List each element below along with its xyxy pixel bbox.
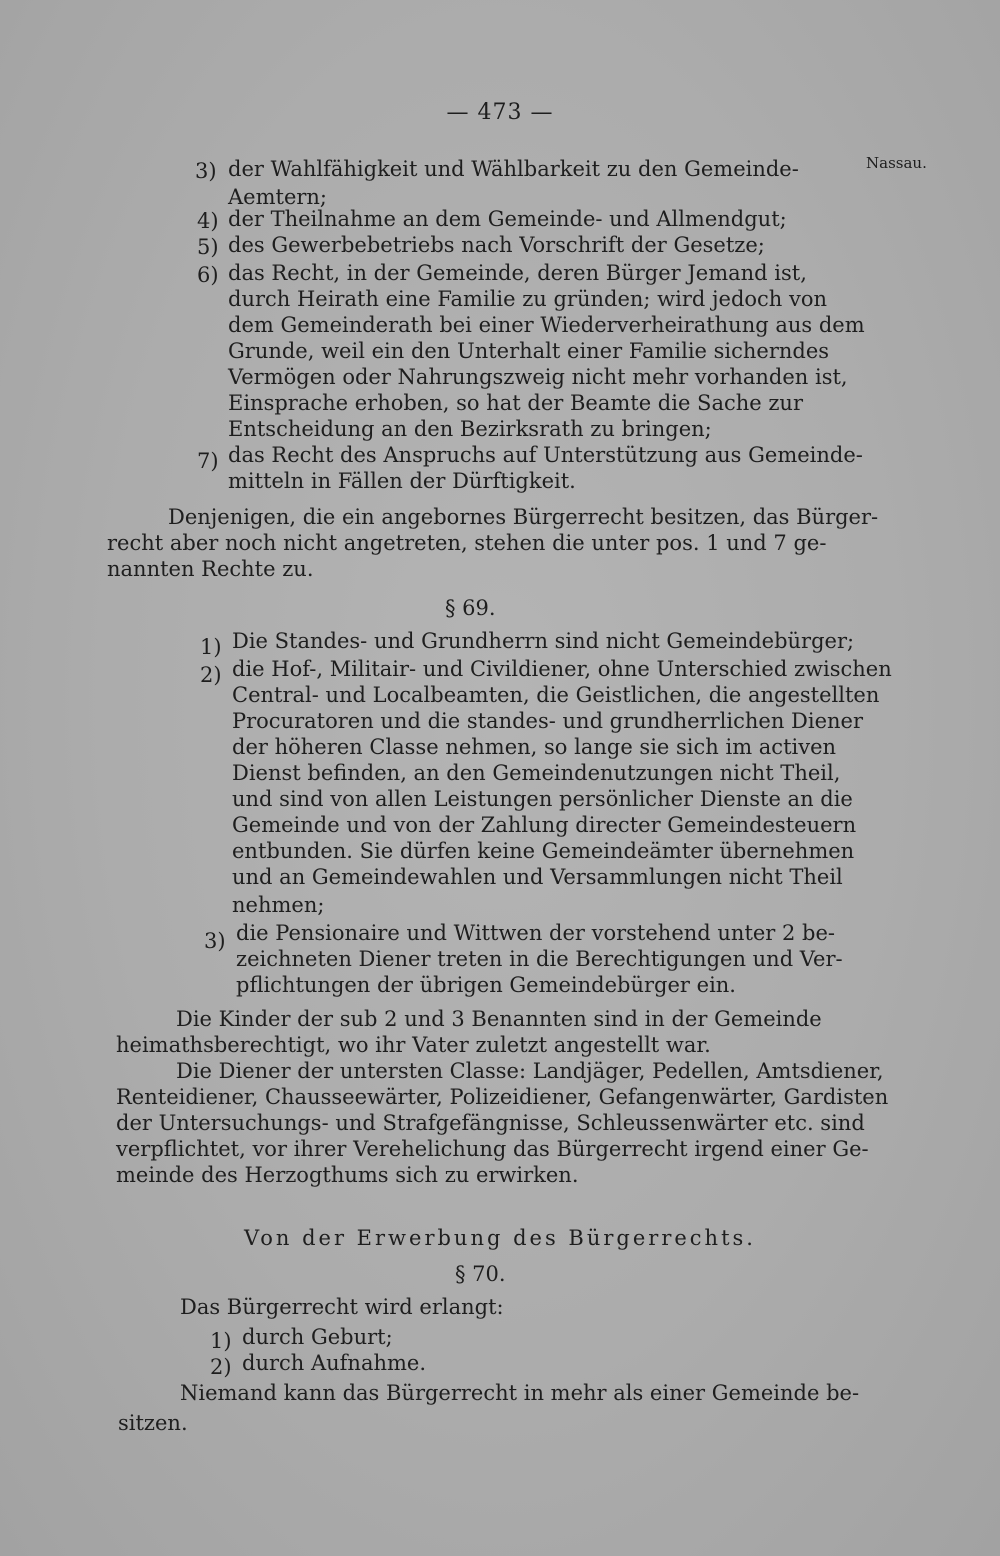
- text-line: Niemand kann das Bürgerrecht in mehr als einer Gemeinde be-: [180, 1381, 860, 1405]
- section-number: § 70.: [455, 1262, 506, 1286]
- item-number: 6): [197, 263, 219, 287]
- text-line: Aemtern;: [228, 185, 328, 209]
- margin-note: Nassau.: [866, 154, 927, 172]
- text-line: heimathsberechtigt, wo ihr Vater zuletzt angestellt war.: [116, 1033, 711, 1057]
- text-line: Central- und Localbeamten, die Geistlichen, die angestellten: [232, 683, 880, 707]
- text-line: Grunde, weil ein den Unterhalt einer Familie sicherndes: [228, 339, 830, 363]
- text-line: des Gewerbebetriebs nach Vorschrift der Gesetze;: [228, 233, 765, 257]
- text-line: pflichtungen der übrigen Gemeindebürger ein.: [236, 973, 736, 997]
- item-number: 1): [200, 635, 222, 659]
- text-line: nannten Rechte zu.: [107, 557, 314, 581]
- text-line: Entscheidung an den Bezirksrath zu bringen;: [228, 417, 712, 441]
- item-number: 3): [195, 159, 217, 183]
- text-line: sitzen.: [118, 1411, 188, 1435]
- text-line: Die Diener der untersten Classe: Landjäger, Pedellen, Amtsdiener,: [176, 1059, 884, 1083]
- text-line: Das Bürgerrecht wird erlangt:: [180, 1295, 504, 1319]
- text-line: Denjenigen, die ein angebornes Bürgerrecht besitzen, das Bürger-: [168, 505, 879, 529]
- text-line: Die Kinder der sub 2 und 3 Benannten sind in der Gemeinde: [176, 1007, 822, 1031]
- section-number: § 69.: [445, 596, 496, 620]
- item-number: 3): [204, 929, 226, 953]
- page-number: — 473 —: [446, 100, 554, 125]
- item-number: 2): [200, 663, 222, 687]
- text-line: meinde des Herzogthums sich zu erwirken.: [116, 1163, 579, 1187]
- section-heading: Von der Erwerbung des Bürgerrechts.: [244, 1226, 756, 1250]
- text-line: das Recht des Anspruchs auf Unterstützung aus Gemeinde-: [228, 443, 863, 467]
- item-number: 7): [197, 449, 219, 473]
- text-line: dem Gemeinderath bei einer Wiederverheirathung aus dem: [228, 313, 865, 337]
- text-line: Dienst befinden, an den Gemeindenutzungen nicht Theil,: [232, 761, 841, 785]
- item-number: 1): [210, 1329, 232, 1353]
- text-line: und an Gemeindewahlen und Versammlungen nicht Theil: [232, 865, 843, 889]
- text-line: der Untersuchungs- und Strafgefängnisse, Schleussenwärter etc. sind: [116, 1111, 865, 1135]
- text-line: die Hof-, Militair- und Civildiener, ohne Unterschied zwischen: [232, 657, 892, 681]
- item-number: 4): [197, 209, 219, 233]
- text-line: recht aber noch nicht angetreten, stehen die unter pos. 1 und 7 ge-: [107, 531, 827, 555]
- text-line: mitteln in Fällen der Dürftigkeit.: [228, 469, 576, 493]
- text-line: Gemeinde und von der Zahlung directer Gemeindesteuern: [232, 813, 857, 837]
- text-line: Die Standes- und Grundherrn sind nicht Gemeindebürger;: [232, 629, 855, 653]
- text-line: der Theilnahme an dem Gemeinde- und Allmendgut;: [228, 207, 787, 231]
- text-line: und sind von allen Leistungen persönlicher Dienste an die: [232, 787, 853, 811]
- text-line: Renteidiener, Chausseewärter, Polizeidiener, Gefangenwärter, Gardisten: [116, 1085, 889, 1109]
- text-line: Vermögen oder Nahrungszweig nicht mehr vorhanden ist,: [228, 365, 848, 389]
- text-line: der Wahlfähigkeit und Wählbarkeit zu den Gemeinde-: [228, 157, 799, 181]
- text-line: der höheren Classe nehmen, so lange sie sich im activen: [232, 735, 837, 759]
- text-line: nehmen;: [232, 893, 325, 917]
- item-number: 5): [197, 235, 219, 259]
- text-line: durch Heirath eine Familie zu gründen; wird jedoch von: [228, 287, 828, 311]
- text-line: das Recht, in der Gemeinde, deren Bürger Jemand ist,: [228, 261, 807, 285]
- text-line: zeichneten Diener treten in die Berechtigungen und Ver-: [236, 947, 843, 971]
- text-line: verpflichtet, vor ihrer Verehelichung das Bürgerrecht irgend einer Ge-: [116, 1137, 869, 1161]
- text-line: durch Geburt;: [242, 1325, 393, 1349]
- text-line: durch Aufnahme.: [242, 1351, 427, 1375]
- text-line: Einsprache erhoben, so hat der Beamte die Sache zur: [228, 391, 803, 415]
- text-line: Procuratoren und die standes- und grundherrlichen Diener: [232, 709, 864, 733]
- item-number: 2): [210, 1355, 232, 1379]
- text-line: entbunden. Sie dürfen keine Gemeindeämter übernehmen: [232, 839, 855, 863]
- text-line: die Pensionaire und Wittwen der vorstehend unter 2 be-: [236, 921, 836, 945]
